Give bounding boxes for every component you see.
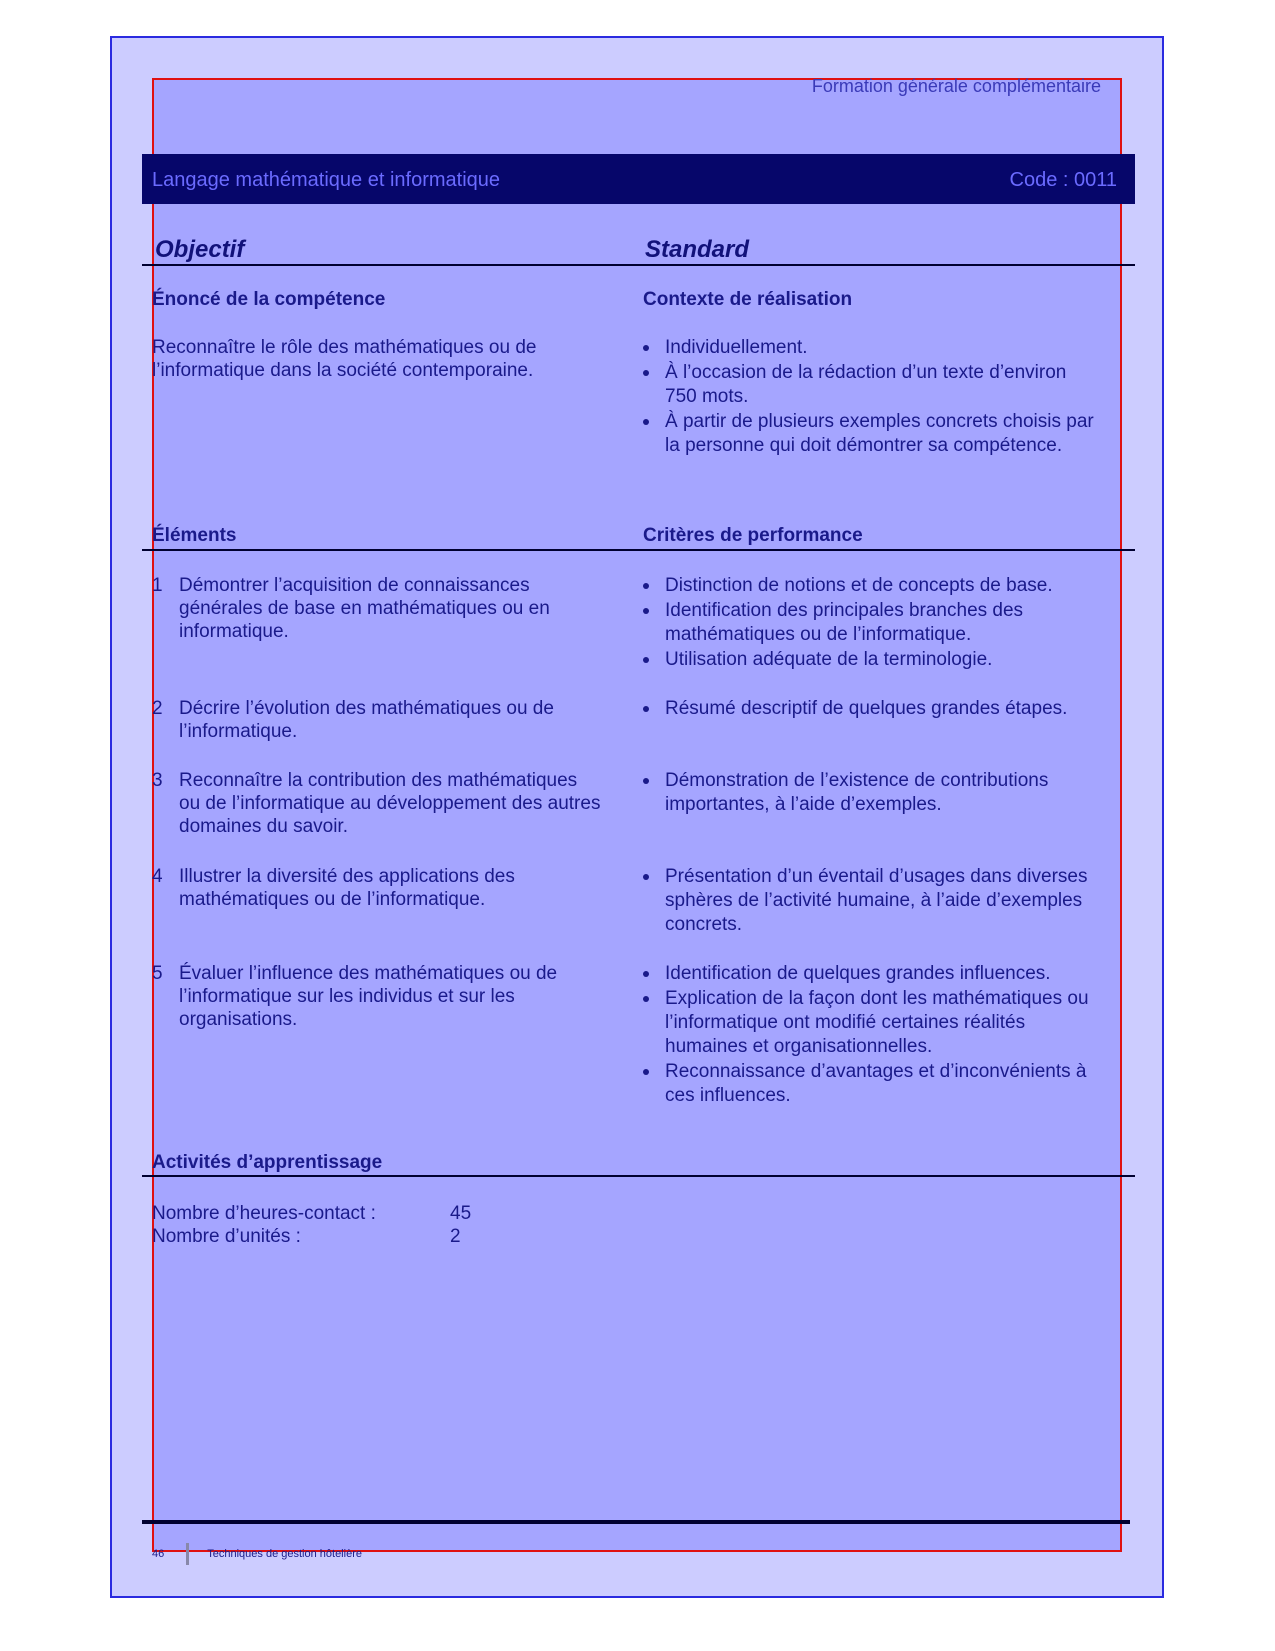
divider [142, 549, 1135, 551]
page-number: 46 [152, 1547, 165, 1560]
list-item: Présentation d’un éventail d’usages dans diverses sphères de l’activité humaine, à l’aide d’exemples concrets. [643, 865, 1103, 937]
element-item [152, 769, 602, 838]
element-text: Reconnaître la contribution des mathématiques ou de l’informatique au développement des autres domaines du savoir. [179, 770, 601, 837]
element-text: Évaluer l’influence des mathématiques ou de l’informatique sur les individus et sur les organisations. [179, 963, 558, 1030]
criteria-heading: Critères de performance [643, 525, 863, 546]
list-item: Individuellement. [643, 336, 1103, 360]
program-name: Formation générale complémentaire [811, 76, 1101, 96]
competence-line: l’informatique dans la société contemporaine. [152, 360, 534, 381]
hours-label: Nombre d’heures-contact : [152, 1203, 376, 1224]
list-item: Distinction de notions et de concepts de base. [643, 574, 1103, 598]
list-item: Résumé descriptif de quelques grandes étapes. [643, 697, 1103, 721]
list-item: Identification des principales branches des mathématiques ou de l’informatique. [643, 599, 1103, 647]
list-item: Utilisation adéquate de la terminologie. [643, 648, 1103, 672]
activities-heading: Activités d’apprentissage [152, 1152, 383, 1173]
list-item: À partir de plusieurs exemples concrets choisis par la personne qui doit démontrer sa compétence. [643, 410, 1103, 458]
column-heading-objective: Objectif [155, 236, 245, 263]
criteria-list [643, 697, 1103, 722]
divider [142, 1175, 1135, 1177]
element-text: Illustrer la diversité des applications des mathématiques ou de l’informatique. [179, 866, 515, 910]
criteria-list [643, 769, 1103, 818]
list-item: Reconnaissance d’avantages et d’inconvénients à ces influences. [643, 1060, 1103, 1108]
element-number: 1 [152, 575, 163, 596]
competence-statement [152, 336, 536, 382]
element-number: 3 [152, 770, 163, 791]
page-footer [152, 1543, 362, 1565]
element-number: 2 [152, 698, 163, 719]
units-label: Nombre d’unités : [152, 1226, 301, 1247]
element-item [152, 865, 602, 911]
element-number: 5 [152, 963, 163, 984]
elements-heading: Éléments [152, 525, 237, 546]
list-item: Identification de quelques grandes influences. [643, 962, 1103, 986]
course-stats [152, 1202, 471, 1248]
column-heading-standard: Standard [645, 236, 750, 263]
list-item: À l’occasion de la rédaction d’un texte d’environ 750 mots. [643, 361, 1103, 409]
course-code: Code : 0011 [1009, 169, 1117, 191]
criteria-list [643, 865, 1103, 938]
competence-line: Reconnaître le rôle des mathématiques ou de [152, 337, 537, 358]
context-heading: Contexte de réalisation [643, 289, 853, 310]
element-item [152, 574, 602, 643]
units-value: 2 [450, 1226, 461, 1247]
list-item: Explication de la façon dont les mathématiques ou l’informatique ont modifié certaines réalités humaines et organisationnelles. [643, 987, 1103, 1059]
footer-program-name: Techniques de gestion hôtelière [207, 1547, 362, 1560]
course-title: Langage mathématique et informatique [152, 169, 501, 191]
list-item: Démonstration de l’existence de contributions importantes, à l’aide d’exemples. [643, 769, 1103, 817]
footer-separator [186, 1543, 189, 1565]
context-list [643, 336, 1103, 459]
element-item [152, 962, 602, 1031]
divider [142, 264, 1135, 266]
element-text: Décrire l’évolution des mathématiques ou de l’informatique. [179, 698, 554, 742]
criteria-list [643, 574, 1103, 673]
competence-heading: Énoncé de la compétence [152, 289, 386, 310]
criteria-list [643, 962, 1103, 1109]
footer-rule [142, 1520, 1130, 1524]
element-text: Démontrer l’acquisition de connaissances générales de base en mathématiques ou en informatique. [179, 575, 550, 642]
hours-value: 45 [450, 1203, 472, 1224]
element-number: 4 [152, 866, 163, 887]
element-item [152, 697, 602, 743]
